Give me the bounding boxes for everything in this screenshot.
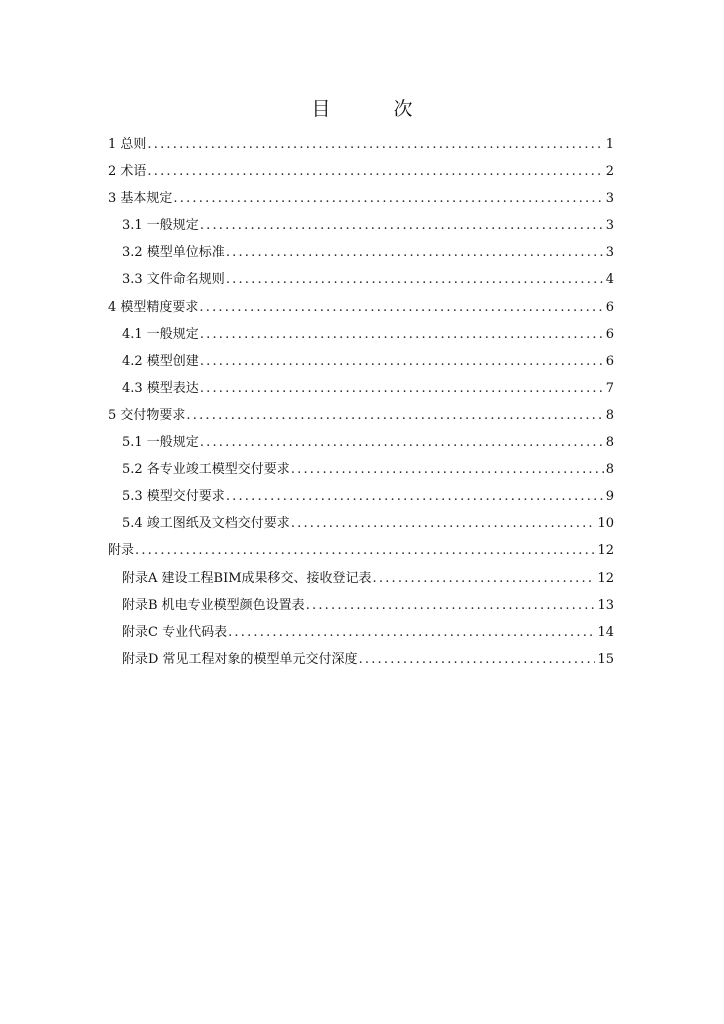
toc-dot-leader <box>186 402 603 429</box>
toc-entry <box>108 646 614 673</box>
toc-entry-label: 5.2 各专业竣工模型交付要求 <box>122 462 290 478</box>
toc-entry <box>108 402 614 429</box>
toc-entry <box>108 131 614 158</box>
toc-entry-label: 5.1 一般规定 <box>122 435 199 451</box>
toc-entry <box>108 266 614 293</box>
toc-entry-page-number: 14 <box>597 624 614 640</box>
toc-dot-leader <box>200 375 604 402</box>
toc-entry <box>108 321 614 348</box>
toc-entry-page-number: 8 <box>605 407 614 423</box>
toc-dot-leader <box>226 239 604 266</box>
toc-entry-label: 附录 <box>108 543 135 559</box>
toc-dot-leader <box>306 592 596 619</box>
toc-entry-label: 3 基本规定 <box>108 191 173 207</box>
toc-entry <box>108 510 614 537</box>
toc-entry-page-number: 9 <box>605 489 614 505</box>
toc-dot-leader <box>359 646 596 673</box>
toc-entry-page-number: 3 <box>605 245 614 261</box>
toc-dot-leader <box>200 429 604 456</box>
toc-entry <box>108 212 614 239</box>
toc-dot-leader <box>147 131 603 158</box>
toc-entry <box>108 456 614 483</box>
toc-entry-label: 附录D 常见工程对象的模型单元交付深度 <box>122 651 358 667</box>
toc-entry-label: 4.2 模型创建 <box>122 353 199 369</box>
toc-entry-page-number: 15 <box>597 651 614 667</box>
toc-entry <box>108 429 614 456</box>
toc-entry-label: 5.3 模型交付要求 <box>122 489 225 505</box>
toc-entry-page-number: 2 <box>605 164 614 180</box>
toc-entry-label: 4 模型精度要求 <box>108 299 199 315</box>
toc-dot-leader <box>291 456 604 483</box>
toc-entry-label: 3.1 一般规定 <box>122 218 199 234</box>
toc-entry-page-number: 6 <box>605 299 614 315</box>
toc-dot-leader <box>373 565 596 592</box>
toc-entry <box>108 375 614 402</box>
toc-entry-label: 4.3 模型表达 <box>122 380 199 396</box>
toc-entry-page-number: 12 <box>597 570 614 586</box>
toc-entry-page-number: 1 <box>605 137 614 152</box>
toc-entry-page-number: 10 <box>597 516 614 532</box>
toc-dot-leader <box>173 185 603 212</box>
toc-dot-leader <box>291 510 596 537</box>
toc-entry <box>108 348 614 375</box>
toc-entry <box>108 592 614 619</box>
toc-dot-leader <box>199 294 603 321</box>
toc-entry-label: 附录B 机电专业模型颜色设置表 <box>122 597 305 613</box>
toc-entry-page-number: 4 <box>605 272 614 288</box>
toc-dot-leader <box>200 212 604 239</box>
toc-entry-page-number: 8 <box>605 462 614 478</box>
toc-entry <box>108 239 614 266</box>
toc-entry-label: 4.1 一般规定 <box>122 326 199 342</box>
toc-title: 目 次 <box>311 98 435 120</box>
toc-entry-label: 3.3 文件命名规则 <box>122 272 225 288</box>
toc-entry-page-number: 12 <box>597 543 614 559</box>
toc-entry-page-number: 6 <box>605 353 614 369</box>
toc-dot-leader <box>200 321 604 348</box>
toc-entry-page-number: 3 <box>605 191 614 207</box>
toc-entry <box>108 294 614 321</box>
toc-entry-label: 2 术语 <box>108 164 147 180</box>
toc-entry-label: 5 交付物要求 <box>108 407 186 423</box>
toc-entry-page-number: 8 <box>605 435 614 451</box>
toc-entry <box>108 483 614 510</box>
toc-entry-page-number: 13 <box>597 597 614 613</box>
toc-entry <box>108 619 614 646</box>
toc-dot-leader <box>135 537 595 564</box>
toc-list <box>108 131 614 673</box>
toc-entry <box>108 185 614 212</box>
toc-dot-leader <box>147 158 603 185</box>
toc-entry-page-number: 3 <box>605 218 614 234</box>
toc-entry <box>108 565 614 592</box>
toc-dot-leader <box>226 483 604 510</box>
toc-dot-leader <box>228 619 595 646</box>
toc-entry-page-number: 6 <box>605 326 614 342</box>
toc-entry <box>108 537 614 564</box>
toc-entry <box>108 158 614 185</box>
toc-entry-label: 附录C 专业代码表 <box>122 624 228 640</box>
toc-entry-label: 附录A 建设工程BIM成果移交、接收登记表 <box>122 570 372 586</box>
toc-dot-leader <box>226 266 604 293</box>
toc-dot-leader <box>200 348 604 375</box>
toc-entry-label: 3.2 模型单位标准 <box>122 245 225 261</box>
toc-entry-label: 5.4 竣工图纸及文档交付要求 <box>122 516 290 532</box>
toc-entry-label: 1 总则 <box>108 137 147 152</box>
toc-entry-page-number: 7 <box>605 380 614 396</box>
